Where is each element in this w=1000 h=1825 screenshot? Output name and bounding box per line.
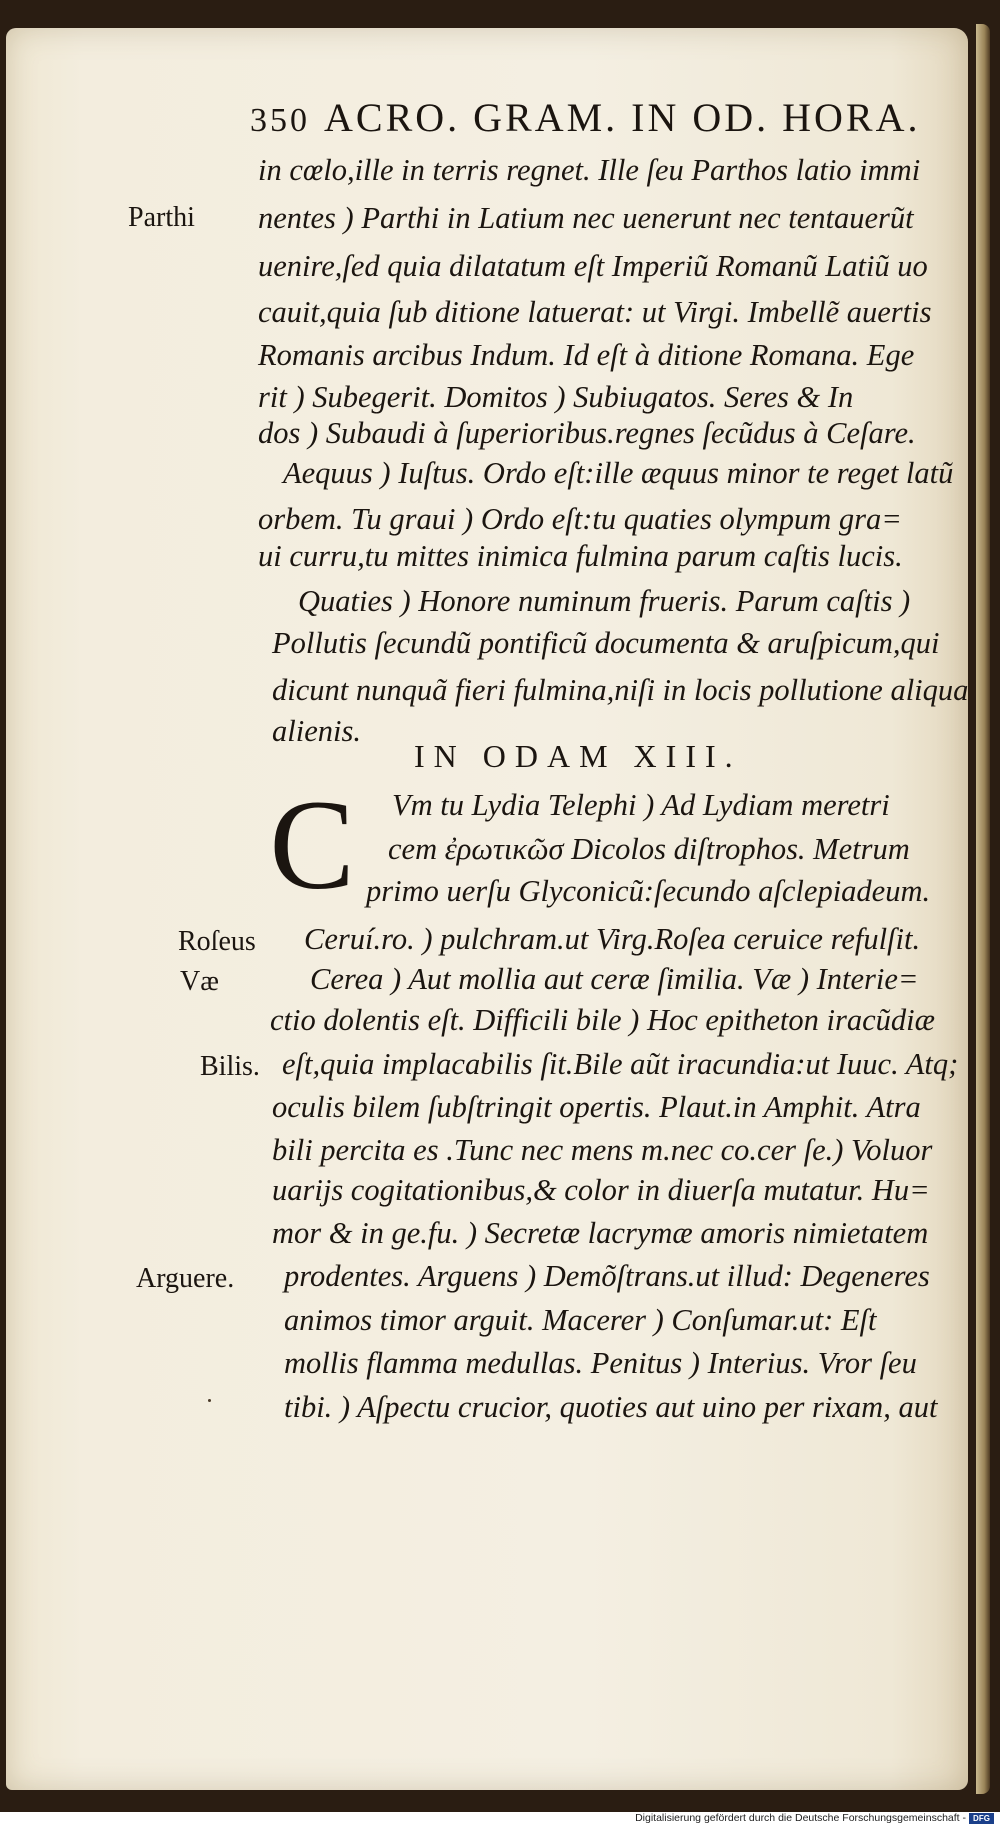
body-line: orbem. Tu graui ) Ordo eſt:tu quaties olympum gra= xyxy=(258,502,902,536)
ode-line: mollis flamma medullas. Penitus ) Interius. Vror ſeu xyxy=(284,1346,917,1380)
footer-credit: Digitalisierung gefördert durch die Deutsche Forschungsgemeinschaft - xyxy=(635,1812,966,1824)
section-heading: IN ODAM XIII. xyxy=(414,738,742,774)
margin-note-arguere: Arguere. xyxy=(136,1263,235,1294)
digitization-footer xyxy=(0,1812,1000,1825)
margin-note-bilis: Bilis. xyxy=(200,1051,260,1082)
running-header xyxy=(250,94,920,141)
ode-line: oculis bilem ſubſtringit opertis. Plaut.in Amphit. Atra xyxy=(272,1090,921,1124)
ode-line: ctio dolentis eſt. Difficili bile ) Hoc epitheton iracũdiæ xyxy=(270,1003,935,1037)
page-number: 350 xyxy=(250,102,310,139)
ode-line: Cerea ) Aut mollia aut ceræ ſimilia. Væ ) Interie= xyxy=(310,962,919,996)
ode-line: mor & in ge.fu. ) Secretæ lacrymæ amoris nimietatem xyxy=(272,1216,929,1250)
book-page-edge xyxy=(976,24,990,1794)
body-line: Pollutis ſecundũ pontificũ documenta & aruſpicum,qui xyxy=(272,626,940,660)
dfg-logo: DFG xyxy=(969,1813,994,1824)
body-line: cauit,quia ſub ditione latuerat: ut Virgi. Imbellẽ auertis xyxy=(258,295,932,329)
ode-line: Vm tu Lydia Telephi ) Ad Lydiam meretri xyxy=(392,788,890,822)
ode-line: tibi. ) Aſpectu crucior, quoties aut uino per rixam, aut xyxy=(284,1390,938,1424)
ode-line: primo uerſu Glyconicũ:ſecundo aſclepiadeum. xyxy=(366,874,931,908)
book-page xyxy=(6,28,968,1790)
ode-line: prodentes. Arguens ) Demõſtrans.ut illud: Degeneres xyxy=(284,1259,930,1293)
ode-line: Ceruí.ro. ) pulchram.ut Virg.Roſea ceruice refulſit. xyxy=(304,922,921,956)
dropcap-letter: C xyxy=(269,790,355,900)
margin-note-roseus: Roſeus xyxy=(178,926,256,957)
body-line: dicunt nunquã fieri fulmina,niſi in locis pollutione aliqua xyxy=(272,673,969,707)
body-line: nentes ) Parthi in Latium nec uenerunt nec tentauerũt xyxy=(258,201,914,235)
dropcap-initial xyxy=(266,790,358,900)
body-line: alienis. xyxy=(272,714,361,748)
ink-speck xyxy=(208,1399,211,1402)
body-line: uenire,ſed quia dilatatum eſt Imperiũ Romanũ Latiũ uo xyxy=(258,249,928,283)
body-line: dos ) Subaudi à ſuperioribus.regnes ſecũdus à Ceſare. xyxy=(258,416,916,450)
ode-line: eſt,quia implacabilis ſit.Bile aũt iracundia:ut Iuuc. Atq; xyxy=(282,1047,959,1081)
body-line: rit ) Subegerit. Domitos ) Subiugatos. Seres & In xyxy=(258,380,854,414)
body-line: Aequus ) Iuſtus. Ordo eſt:ille æquus minor te reget latũ xyxy=(283,456,954,490)
margin-note-vae: Væ xyxy=(180,966,219,997)
body-line: Quaties ) Honore numinum frueris. Parum caſtis ) xyxy=(298,584,911,618)
ode-line: cem ἐρωτικῶσ Dicolos diſtrophos. Metrum xyxy=(388,832,910,866)
body-line: in cœlo,ille in terris regnet. Ille ſeu Parthos latio immi xyxy=(258,153,921,187)
body-line: Romanis arcibus Indum. Id eſt à ditione Romana. Ege xyxy=(258,338,915,372)
running-title: ACRO. GRAM. IN OD. HORA. xyxy=(324,95,921,140)
ode-line: uarijs cogitationibus,& color in diuerſa mutatur. Hu= xyxy=(272,1173,930,1207)
ode-line: bili percita es .Tunc nec mens m.nec co.cer ſe.) Voluor xyxy=(272,1133,933,1167)
body-line: ui curru,tu mittes inimica fulmina parum caſtis lucis. xyxy=(258,539,903,573)
ode-line: animos timor arguit. Macerer ) Conſumar.ut: Eſt xyxy=(284,1303,877,1337)
margin-note-parthi: Parthi xyxy=(128,202,195,233)
